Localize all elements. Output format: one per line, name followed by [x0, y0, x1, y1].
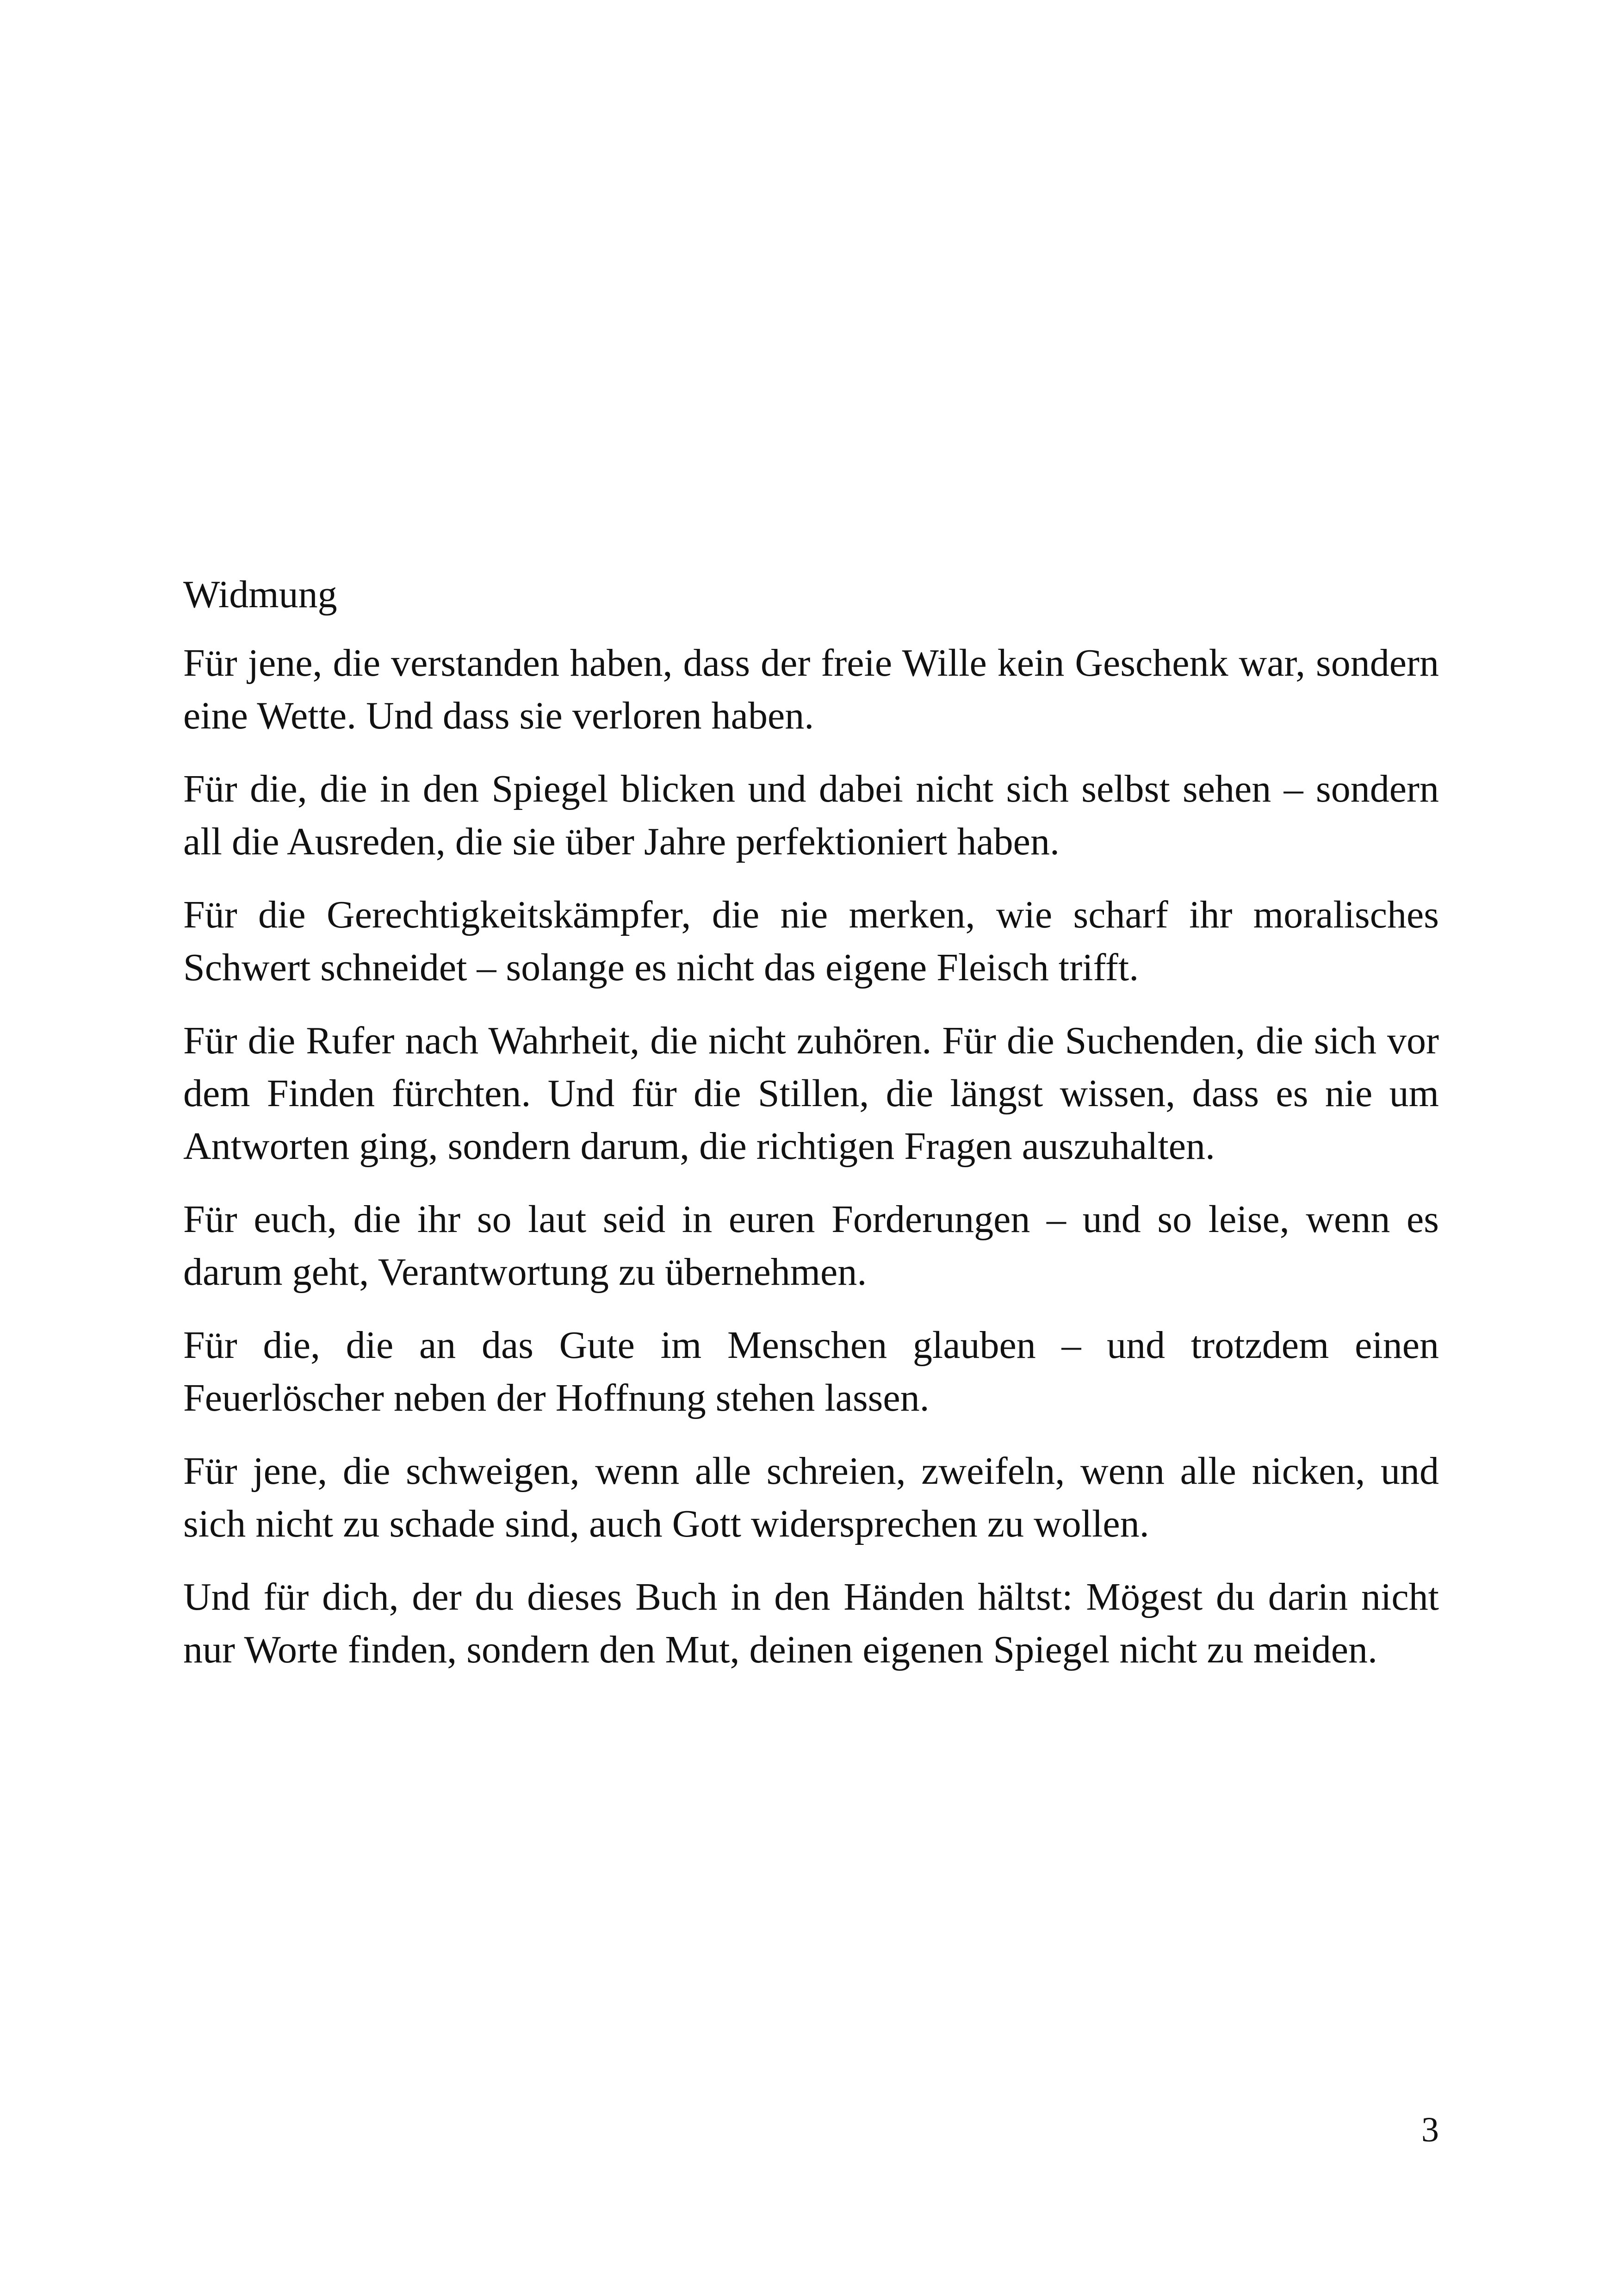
- dedication-paragraph-5: Für euch, die ihr so laut seid in euren Forderungen – und so leise, wenn es darum geht, Verantwortung zu übernehmen.: [183, 1198, 1439, 1294]
- dedication-paragraph-8: Und für dich, der du dieses Buch in den Händen hältst: Mögest du darin nicht nur Worte finden, sondern den Mut, deinen eigenen Spiegel nicht zu meiden.: [183, 1575, 1439, 1671]
- dedication-paragraph-6: Für die, die an das Gute im Menschen glauben – und trotzdem einen Feuerlöscher neben der Hoffnung stehen lassen.: [183, 1324, 1439, 1419]
- dedication-paragraph-2: Für die, die in den Spiegel blicken und dabei nicht sich selbst sehen – sondern all die Ausreden, die sie über Jahre perfektioniert haben.: [183, 767, 1439, 863]
- dedication-section: [183, 568, 1439, 1697]
- page-number: 3: [1421, 2110, 1439, 2149]
- dedication-heading: Widmung: [183, 573, 337, 616]
- dedication-paragraph-3: Für die Gerechtigkeitskämpfer, die nie merken, wie scharf ihr moralisches Schwert schneidet – solange es nicht das eigene Fleisch trifft.: [183, 893, 1439, 989]
- dedication-paragraph-4: Für die Rufer nach Wahrheit, die nicht zuhören. Für die Suchenden, die sich vor dem Finden fürchten. Und für die Stillen, die längst wissen, dass es nie um Antworten ging, sondern darum, die richtigen Fragen auszuhalten.: [183, 1019, 1439, 1168]
- dedication-paragraph-7: Für jene, die schweigen, wenn alle schreien, zweifeln, wenn alle nicken, und sich nicht zu schade sind, auch Gott widersprechen zu wollen.: [183, 1450, 1439, 1545]
- dedication-paragraph-1: Für jene, die verstanden haben, dass der freie Wille kein Geschenk war, sondern eine Wette. Und dass sie verloren haben.: [183, 641, 1439, 737]
